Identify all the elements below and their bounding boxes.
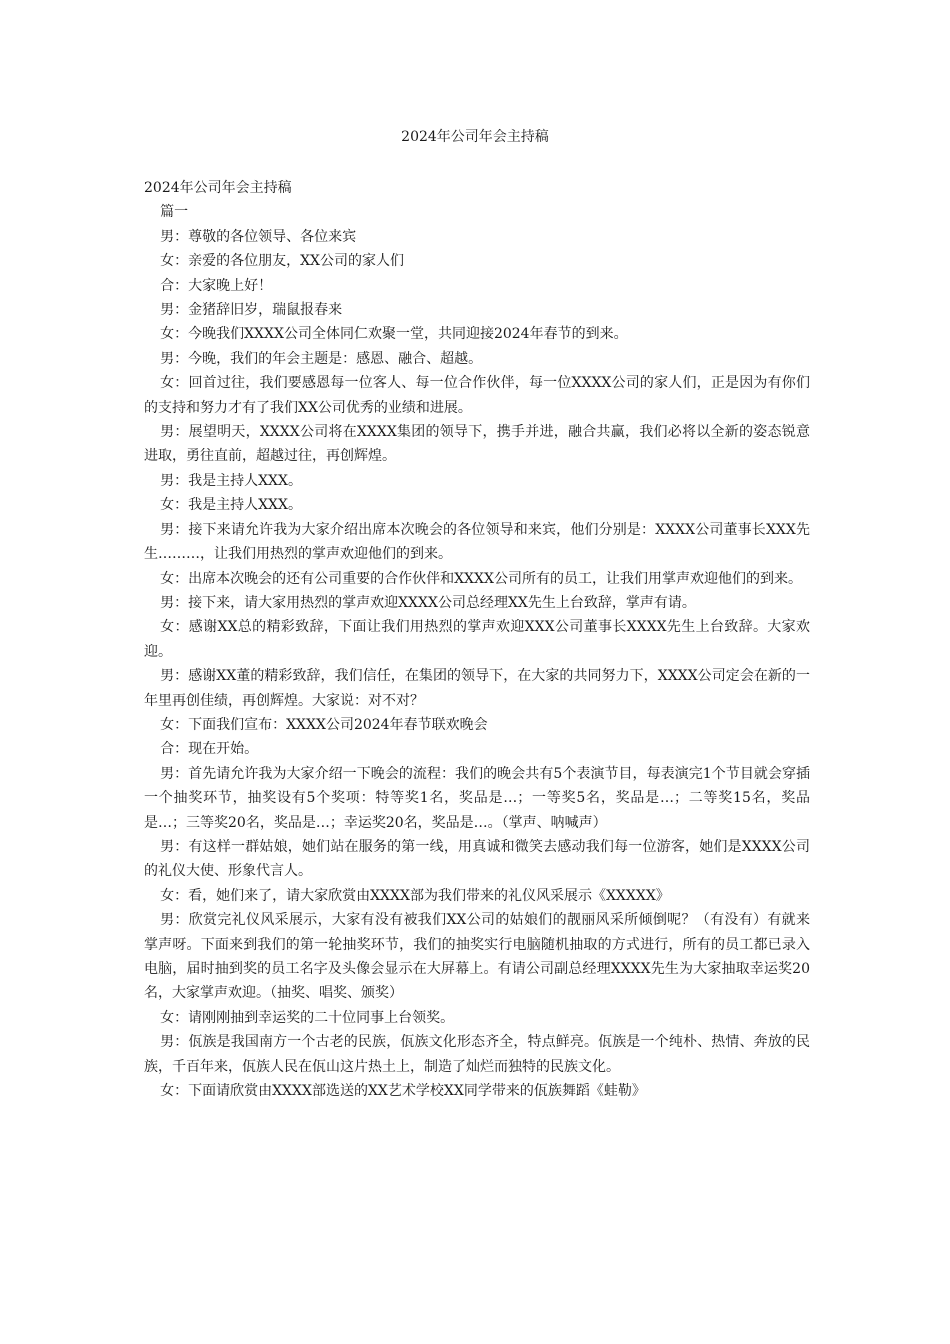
document-subtitle: 2024年公司年会主持稿 bbox=[144, 180, 292, 196]
script-line: 男：佤族是我国南方一个古老的民族，佤族文化形态齐全，特点鲜亮。佤族是一个纯朴、热情、奔放的民族，千百年来，佤族人民在佤山这片热土上，制造了灿烂而独特的民族文化。 bbox=[144, 1034, 810, 1075]
script-line: 女：回首过往，我们要感恩每一位客人、每一位合作伙伴，每一位XXXX公司的家人们，正是因为有你们的支持和努力才有了我们XX公司优秀的业绩和进展。 bbox=[144, 375, 810, 416]
section-heading: 篇一 bbox=[160, 204, 189, 221]
script-line: 合：大家晚上好！ bbox=[160, 277, 273, 294]
script-line: 男：接下来请允许我为大家介绍出席本次晚会的各位领导和来宾，他们分别是：XXXX公司董事长XXX先生………，让我们用热烈的掌声欢迎他们的到来。 bbox=[144, 521, 810, 563]
script-line: 男：展望明天，XXXX公司将在XXXX集团的领导下，携手并进，融合共赢，我们必将以全新的姿态锐意进取，勇往直前，超越过往，再创辉煌。 bbox=[144, 424, 810, 465]
script-line: 女：感谢XX总的精彩致辞，下面让我们用热烈的掌声欢迎XXX公司董事长XXXX先生上台致辞。大家欢迎。 bbox=[144, 619, 810, 660]
script-line: 男：我是主持人XXX。 bbox=[160, 472, 302, 489]
script-line: 男：有这样一群姑娘，她们站在服务的第一线，用真诚和微笑去感动我们每一位游客，她们是XXXX公司的礼仪大使、形象代言人。 bbox=[144, 838, 810, 880]
script-line: 女：下面请欣赏由XXXX部选送的XX艺术学校XX同学带来的佤族舞蹈《蛙勒》 bbox=[160, 1083, 646, 1100]
script-line: 女：请刚刚抽到幸运奖的二十位同事上台领奖。 bbox=[160, 1009, 455, 1026]
document-title: 2024年公司年会主持稿 bbox=[401, 129, 549, 145]
script-line: 男：欣赏完礼仪风采展示，大家有没有被我们XX公司的姑娘们的靓丽风采所倾倒呢？（有没有）有就来掌声呀。下面来到我们的第一轮抽奖环节，我们的抽奖实行电脑随机抽取的方式进行，所有的员工都已录入电脑，届时抽到奖的员工名字及头像会显示在大屏幕上。有请公司副总经理XXXX先生为大家抽取幸运奖20名，大家掌声欢迎。（抽奖、唱奖、颁奖） bbox=[144, 912, 810, 1002]
script-line: 女：看，她们来了，请大家欣赏由XXXX部为我们带来的礼仪风采展示《XXXXX》 bbox=[160, 887, 670, 904]
script-line: 女：我是主持人XXX。 bbox=[160, 497, 302, 514]
script-line: 女：亲爱的各位朋友，XX公司的家人们 bbox=[160, 253, 405, 270]
script-line: 男：感谢XX董的精彩致辞，我们信任，在集团的领导下，在大家的共同努力下，XXXX公司定会在新的一年里再创佳绩，再创辉煌。大家说：对不对？ bbox=[144, 668, 810, 709]
document-body bbox=[144, 176, 810, 1103]
script-line: 男：尊敬的各位领导、各位来宾 bbox=[160, 228, 357, 245]
script-line: 女：出席本次晚会的还有公司重要的合作伙伴和XXXX公司所有的员工，让我们用掌声欢迎他们的到来。 bbox=[160, 570, 802, 587]
script-line: 男：今晚，我们的年会主题是：感恩、融合、超越。 bbox=[160, 350, 483, 367]
script-line: 女：下面我们宣布：XXXX公司2024年春节联欢晚会 bbox=[160, 716, 488, 733]
script-line: 男：金猪辞旧岁，瑞鼠报春来 bbox=[160, 302, 343, 319]
script-line: 女：今晚我们XXXX公司全体同仁欢聚一堂，共同迎接2024年春节的到来。 bbox=[160, 326, 628, 343]
script-line: 合：现在开始。 bbox=[160, 741, 259, 758]
script-line: 男：首先请允许我为大家介绍一下晚会的流程：我们的晚会共有5个表演节目，每表演完1个节目就会穿插一个抽奖环节，抽奖设有5个奖项：特等奖1名，奖品是…；一等奖5名，奖品是…；二等奖15名，奖品是…；三等奖20名，奖品是…；幸运奖20名，奖品是…。（掌声、呐喊声） bbox=[144, 765, 810, 831]
script-line: 男：接下来，请大家用热烈的掌声欢迎XXXX公司总经理XX先生上台致辞，掌声有请。 bbox=[160, 594, 696, 611]
